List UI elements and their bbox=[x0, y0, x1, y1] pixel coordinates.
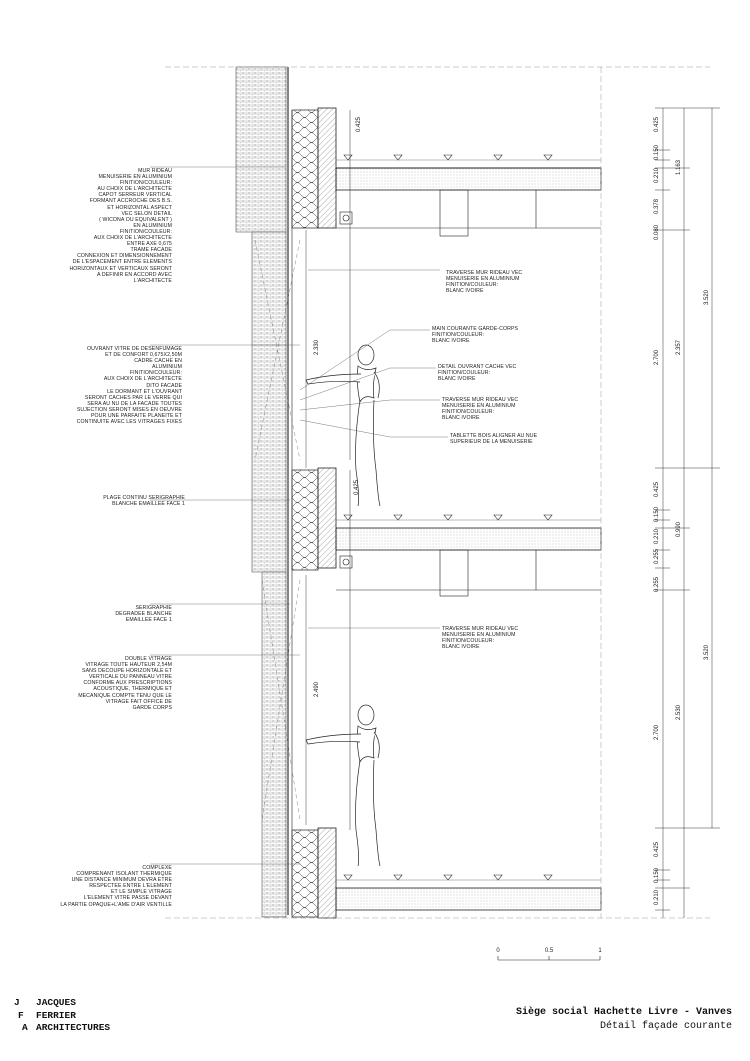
floor-pedestals-middle bbox=[344, 515, 552, 520]
dim-0150-b: 0.150 bbox=[654, 506, 660, 522]
dim-0425-a: 0.425 bbox=[654, 116, 660, 132]
lower-insulation-panel bbox=[292, 830, 318, 917]
note-serigraphie-degradee: SERIGRAPHIE DEGRADEE BLANCHE EMAILLEE FACE 1 bbox=[115, 605, 172, 624]
dim-0210-a: 0.210 bbox=[654, 167, 660, 183]
dim-2530: 2.530 bbox=[676, 704, 682, 720]
scale-label-1: 1 bbox=[598, 948, 602, 954]
note-plage-serigraphie: PLAGE CONTINU SERIGRAPHIE BLANCHE EMAILLEE FACE 1 bbox=[103, 495, 185, 508]
dim-0150-a: 0.150 bbox=[654, 144, 660, 160]
dim-2700-a: 2.700 bbox=[654, 349, 660, 365]
dim-0150-c: 0.150 bbox=[654, 867, 660, 883]
dim-inner-0425-a: 0.425 bbox=[356, 116, 362, 132]
note-traverse-2: TRAVERSE MUR RIDEAU VEC MENUISERIE EN ALUMINIUM FINITION/COULEUR: BLANC IVOIRE bbox=[442, 397, 519, 422]
note-double-vitrage: DOUBLE VITRAGE VITRAGE TOUTE HAUTEUR 2,54M SANS DECOUPE HORIZONTALE ET VERTICALE DU PANNEAU VITRE CONFORME AUX PRESCRIPTIONS ACOUSTIQUE, THERMIQUE ET MECANIQUE COMPTE TENU QUE LE VITRAGE FAIT OFFICE DE GARDE CORPS bbox=[78, 656, 172, 711]
dim-3520-b: 3.520 bbox=[704, 644, 710, 660]
logo-word-jacques: JACQUES bbox=[36, 997, 76, 1008]
logo-word-architectures: ARCHITECTURES bbox=[36, 1022, 111, 1033]
dim-2700-b: 2.700 bbox=[654, 724, 660, 740]
note-traverse-1: TRAVERSE MUR RIDEAU VEC MENUISERIE EN ALUMINIUM FINITION/COULEUR: BLANC IVOIRE bbox=[446, 270, 523, 295]
dim-0990: 0.990 bbox=[676, 521, 682, 537]
dim-inner-2490: 2.490 bbox=[314, 681, 320, 697]
architect-logo bbox=[14, 997, 110, 1035]
dim-inner-2330: 2.330 bbox=[314, 339, 320, 355]
note-ouvrant-desenfumage: OUVRANT VITRE DE DESENFUMAGE ET DE CONFORT 0,675X2,50M CADRE CACHE EN ALUMINIUM FINITION/COULEUR: AUX CHOIX DE L'ARCHITECTE DITO FACADE LE DORMANT ET L'OUVRANT SERONT CACHES PAR LE VERRE QUI SERA AU NU DE LA FACADE TOUTES SUJECTION SERONT MISES EN OEUVRE POUR UNE PARFAITE PLANEITE ET CONTINUITE AVEC LES VITRAGES FIXES bbox=[76, 346, 182, 426]
dim-3520-a: 3.520 bbox=[704, 289, 710, 305]
drawing-title-block bbox=[516, 1006, 732, 1034]
dimensions-column-1 bbox=[654, 116, 660, 905]
dim-0425-c: 0.425 bbox=[654, 841, 660, 857]
lower-serigraphy-band bbox=[262, 572, 286, 917]
note-main-courante: MAIN COURANTE GARDE-CORPS FINITION/COULEUR: BLANC IVOIRE bbox=[432, 326, 519, 345]
scale-label-0: 0 bbox=[496, 948, 500, 954]
dim-inner-0425-b: 0.425 bbox=[354, 479, 360, 495]
note-traverse-3: TRAVERSE MUR RIDEAU VEC MENUISERIE EN ALUMINIUM FINITION/COULEUR: BLANC IVOIRE bbox=[442, 626, 519, 651]
drawing-subtitle: Détail façade courante bbox=[599, 1021, 732, 1032]
floor-pedestals-upper bbox=[344, 155, 552, 160]
upper-insulation-panel bbox=[292, 110, 318, 228]
slab-edge-lower bbox=[318, 828, 336, 918]
floor-pedestals-lower bbox=[344, 875, 552, 880]
ceiling-fixture-upper bbox=[336, 190, 601, 236]
note-mur-rideau: MUR RIDEAU MENUISERIE EN ALUMINIUM FINITION/COULEUR: AU CHOIX DE L'ARCHITECTE CAPOT SERREUR VERTICAL FORMANT ACCROCHE DES B.S. ET HORIZONTAL ASPECT VEC SELON DETAIL ( WICONA OU EQUIVALENT ) EN ALUMINIUM FINITION/COULEUR: AUX CHOIX DE L'ARCHITECTE ENTRE AXE 0,675 TRAME FACADE CONNEXION ET DIMENSIONNEMENT DE L'ESPACEMENT ENTRE ELEMENTS HORIZONTAUX ET VERTICAUX SERONT A DEFINIR EN ACCORD AVEC L'ARCHITECTE bbox=[69, 168, 172, 284]
note-tablette-bois: TABLETTE BOIS ALIGNER AU NUE SUPERIEUR DE LA MENUISERIE bbox=[450, 433, 538, 446]
dim-0255-b: 0.255 bbox=[654, 576, 660, 592]
scale-bar-graphic bbox=[494, 944, 604, 964]
scale-bar bbox=[494, 944, 604, 964]
dim-0210-b: 0.210 bbox=[654, 528, 660, 544]
project-title: Siège social Hachette Livre - Vanves bbox=[515, 1007, 732, 1018]
slab-edge-middle bbox=[318, 468, 336, 568]
logo-letter-j: J bbox=[14, 997, 20, 1008]
dimension-lines bbox=[350, 108, 720, 918]
logo-letter-f: F bbox=[18, 1009, 24, 1021]
dimensions-column-3 bbox=[704, 289, 710, 660]
dim-0425-b: 0.425 bbox=[654, 481, 660, 497]
logo-word-ferrier: FERRIER bbox=[36, 1009, 76, 1021]
dim-0378: 0.378 bbox=[654, 198, 660, 214]
dimensions-column-2 bbox=[676, 159, 682, 720]
slab-edge-upper bbox=[318, 108, 336, 228]
dim-0080: 0.080 bbox=[654, 224, 660, 240]
dim-0210-c: 0.210 bbox=[654, 889, 660, 905]
middle-serigraphy-band bbox=[252, 232, 286, 572]
slab-lower bbox=[336, 888, 601, 910]
upper-serigraphy-band bbox=[236, 67, 286, 232]
dim-0255-a: 0.255 bbox=[654, 548, 660, 564]
slab-upper bbox=[336, 168, 601, 190]
slab-middle bbox=[336, 528, 601, 550]
dim-2357: 2.357 bbox=[676, 339, 682, 355]
dim-1163: 1.163 bbox=[676, 159, 682, 175]
ceiling-fixture-middle bbox=[336, 550, 601, 596]
note-complexe: COMPLEXE COMPRENANT ISOLANT THERMIQUE UNE DISTANCE MINIMUM DEVRA ETRE RESPECTEE ENTRE L'ELEMENT ET LE SIMPLE VITRAGE L'ELEMENT VITRE PASSE DEVANT LA PARTIE OPAQUE+L'AME D'AIR VENTILLE bbox=[60, 865, 172, 908]
middle-insulation-panel bbox=[292, 470, 318, 570]
scale-label-05: 0.5 bbox=[544, 948, 554, 954]
logo-letter-a: A bbox=[22, 1022, 28, 1033]
note-ouvrant-cache: DETAIL OUVRANT CACHE VEC FINITION/COULEUR: BLANC IVOIRE bbox=[438, 364, 517, 383]
